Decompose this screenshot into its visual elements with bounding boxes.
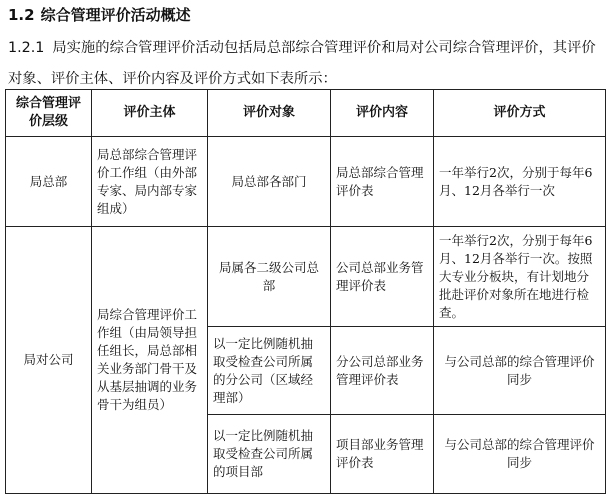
header-object: 评价对象: [208, 90, 331, 137]
cell-content: 局总部综合管理评价表: [331, 137, 434, 227]
cell-subject: 局总部综合管理评价工作组（由外部专家、局内部专家组成）: [92, 137, 208, 227]
header-content: 评价内容: [331, 90, 434, 137]
cell-method: 一年举行2次，分别于每年6月、12月各举行一次。按照大专业分板块，有计划地分批赴评价对象所在地进行检查。: [434, 227, 606, 327]
section-title: 综合管理评价活动概述: [40, 6, 191, 24]
evaluation-table: [5, 89, 606, 494]
cell-object: 局总部各部门: [208, 137, 331, 227]
cell-method: 与公司总部的综合管理评价同步: [434, 327, 606, 415]
cell-content: 项目部业务管理评价表: [331, 415, 434, 494]
cell-method: 一年举行2次，分别于每年6月、12月各举行一次: [434, 137, 606, 227]
section-number: 1.2: [8, 6, 35, 24]
header-subject: 评价主体: [92, 90, 208, 137]
paragraph-number: 1.2.1: [8, 40, 45, 56]
table-row: [6, 227, 606, 327]
header-method: 评价方式: [434, 90, 606, 137]
cell-subject: 局综合管理评价工作组（由局领导担任组长，局总部相关业务部门骨干及从基层抽调的业务骨干为组员）: [92, 227, 208, 494]
cell-object: 以一定比例随机抽取受检查公司所属的项目部: [208, 415, 331, 494]
cell-object: 以一定比例随机抽取受检查公司所属的分公司（区域经理部）: [208, 327, 331, 415]
cell-level: 局总部: [6, 137, 92, 227]
cell-content: 分公司总部业务管理评价表: [331, 327, 434, 415]
table-row: [6, 137, 606, 227]
cell-level: 局对公司: [6, 227, 92, 494]
header-level: 综合管理评价层级: [6, 90, 92, 137]
paragraph-text: 局实施的综合管理评价活动包括局总部综合管理评价和局对公司综合管理评价，其评价对象、评价主体、评价内容及评价方式如下表所示：: [8, 40, 596, 87]
intro-paragraph: [8, 33, 604, 95]
table-header-row: [6, 90, 606, 137]
cell-object: 局属各二级公司总部: [208, 227, 331, 327]
cell-content: 公司总部业务管理评价表: [331, 227, 434, 327]
section-heading: [8, 2, 191, 28]
cell-method: 与公司总部的综合管理评价同步: [434, 415, 606, 494]
